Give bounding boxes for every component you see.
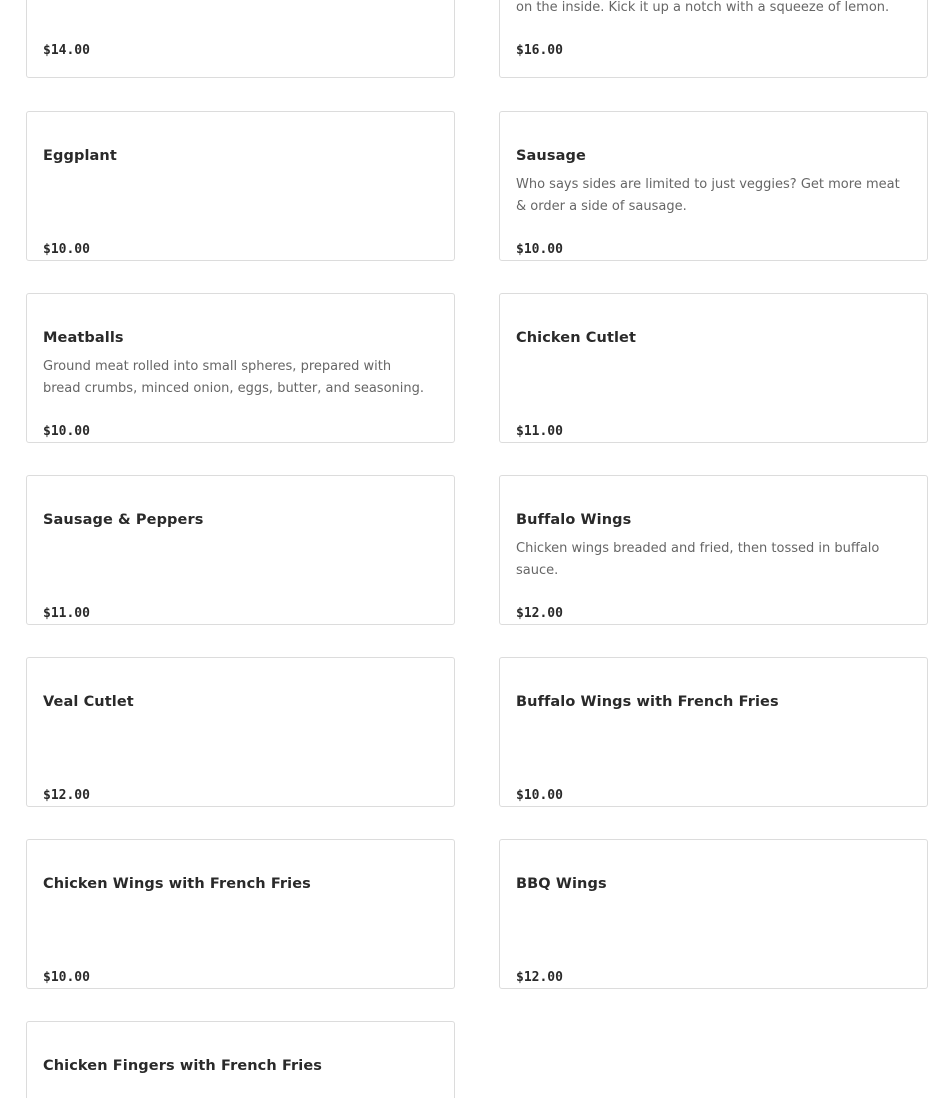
menu-item-name: Chicken Wings with French Fries	[43, 876, 311, 892]
menu-item-price: $10.00	[516, 242, 563, 257]
menu-item-meatballs[interactable]	[26, 293, 455, 443]
menu-item-chicken-fingers-fries[interactable]	[26, 1021, 455, 1098]
menu-item-price: $10.00	[43, 970, 90, 985]
menu-item-price: $16.00	[516, 43, 563, 58]
menu-item-description: Chicken wings breaded and fried, then tossed in buffalo sauce.	[516, 541, 880, 578]
menu-item-description: Ground meat rolled into small spheres, prepared with bread crumbs, minced onion, eggs, butter, and seasoning.	[43, 359, 425, 396]
menu-item-price: $10.00	[43, 242, 90, 257]
menu-item-sausage-peppers[interactable]	[26, 475, 455, 625]
menu-item-name: Sausage	[516, 148, 586, 164]
menu-item-name: Meatballs	[43, 330, 124, 346]
menu-item-price: $10.00	[43, 424, 90, 439]
menu-item-card[interactable]	[26, 0, 455, 78]
menu-item-eggplant[interactable]	[26, 111, 455, 261]
menu-item-name: Buffalo Wings	[516, 512, 632, 528]
menu-item-price: $14.00	[43, 43, 90, 58]
menu-item-price: $11.00	[43, 606, 90, 621]
menu-item-name: Buffalo Wings with French Fries	[516, 694, 779, 710]
menu-item-name: Chicken Cutlet	[516, 330, 637, 346]
menu-item-name: Sausage & Peppers	[43, 512, 204, 528]
menu-item-price: $12.00	[516, 606, 563, 621]
menu-item-price: $12.00	[43, 788, 90, 803]
menu-item-veal-cutlet[interactable]	[26, 657, 455, 807]
menu-item-chicken-cutlet[interactable]	[499, 293, 928, 443]
menu-item-description: on the inside. Kick it up a notch with a squeeze of lemon.	[516, 0, 890, 15]
menu-item-card[interactable]	[499, 0, 928, 78]
menu-item-name: Chicken Fingers with French Fries	[43, 1058, 323, 1074]
menu-item-name: BBQ Wings	[516, 876, 607, 892]
menu-item-name: Veal Cutlet	[43, 694, 134, 710]
menu-item-name: Eggplant	[43, 148, 117, 164]
menu-item-price: $12.00	[516, 970, 563, 985]
menu-item-bbq-wings[interactable]	[499, 839, 928, 989]
menu-item-buffalo-wings[interactable]	[499, 475, 928, 625]
menu-item-price: $11.00	[516, 424, 563, 439]
menu-item-buffalo-wings-fries[interactable]	[499, 657, 928, 807]
menu-item-sausage[interactable]	[499, 111, 928, 261]
menu-item-price: $10.00	[516, 788, 563, 803]
menu-item-chicken-wings-fries[interactable]	[26, 839, 455, 989]
menu-item-description: Who says sides are limited to just veggies? Get more meat & order a side of sausage.	[516, 177, 900, 214]
